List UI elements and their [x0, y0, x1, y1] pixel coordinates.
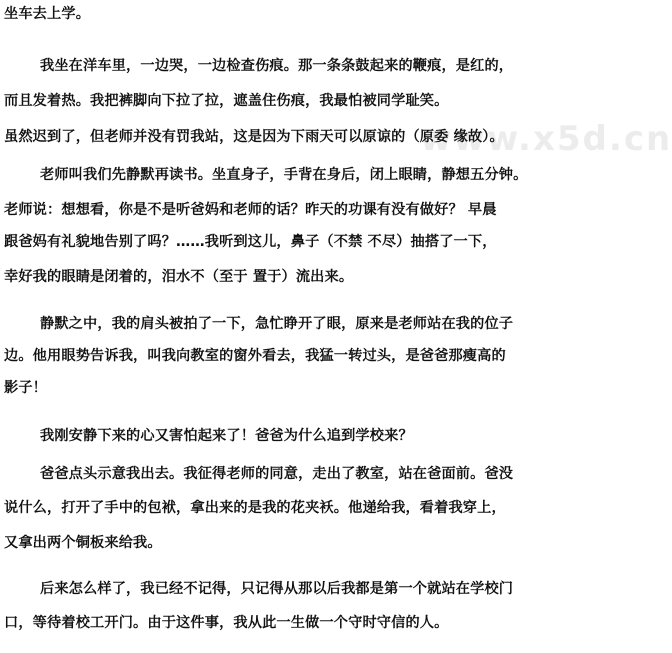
- text-line-5: 老师叫我们先静默再读书。坐直身子，手背在身后，闭上眼睛，静想五分钟。: [40, 167, 528, 183]
- text-line-12: 我刚安静下来的心又害怕起来了！爸爸为什么追到学校来？: [40, 428, 413, 444]
- text-line-9: 静默之中，我的肩头被拍了一下，急忙睁开了眼，原来是老师站在我的位子: [40, 316, 514, 332]
- watermark: www.x5d.cn: [420, 119, 672, 159]
- text-line-13: 爸爸点头示意我出去。我征得老师的同意，走出了教室，站在爸面前。爸没: [40, 466, 514, 482]
- text-line-11: 影子！: [4, 380, 48, 396]
- text-line-2: 我坐在洋车里，一边哭，一边检查伤痕。那一条条鼓起来的鞭痕，是红的，: [40, 58, 514, 74]
- text-line-10: 边。他用眼势告诉我，叫我向教室的窗外看去，我猛一转过头，是爸爸那瘦高的: [4, 348, 506, 364]
- text-line-14: 说什么，打开了手中的包袱，拿出来的是我的花夹袄。他递给我，看着我穿上，: [4, 500, 506, 516]
- text-line-7: 跟爸妈有礼貌地告别了吗？……我听到这儿，鼻子（不禁 不尽）抽搭了一下，: [4, 234, 497, 250]
- text-line-6: 老师说：想想看，你是不是听爸妈和老师的话？昨天的功课有没有做好？ 早晨: [4, 202, 497, 218]
- text-line-1: 坐车去上学。: [4, 6, 91, 22]
- text-line-8: 幸好我的眼睛是闭着的，泪水不（至于 置于）流出来。: [4, 269, 354, 285]
- text-line-17: 口，等待着校工开门。由于这件事，我从此一生做一个守时守信的人。: [4, 615, 449, 631]
- text-line-16: 后来怎么样了，我已经不记得，只记得从那以后我都是第一个就站在学校门: [40, 581, 514, 597]
- text-line-4: 虽然迟到了，但老师并没有罚我站，这是因为下雨天可以原谅的（原委 缘故）。: [4, 129, 504, 145]
- text-line-15: 又拿出两个铜板来给我。: [4, 535, 162, 551]
- text-line-3: 而且发着热。我把裤脚向下拉了拉，遮盖住伤痕，我最怕被同学耻笑。: [4, 93, 449, 109]
